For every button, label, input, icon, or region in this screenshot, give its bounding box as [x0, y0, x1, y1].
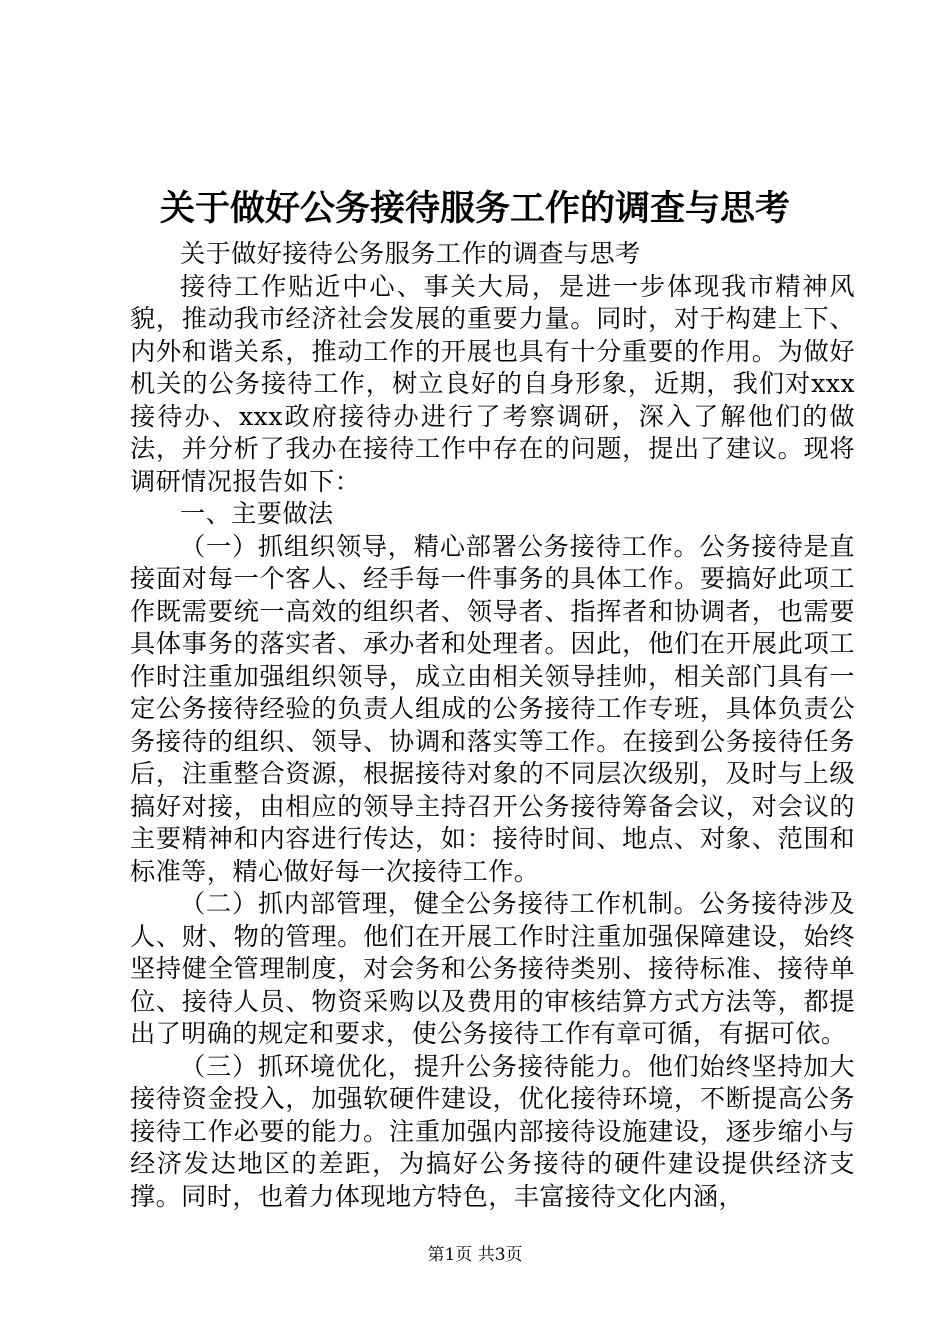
document-body [130, 238, 855, 1213]
point-two-paragraph: （二）抓内部管理，健全公务接待工作机制。公务接待涉及人、财、物的管理。他们在开展工作时注重加强保障建设，始终坚持健全管理制度，对会务和公务接待类别、接待标准、接待单位、接待人员、物资采购以及费用的审核结算方式方法等，都提出了明确的规定和要求，使公务接待工作有章可循，有据可依。 [130, 889, 855, 1048]
section-heading: 一、主要做法 [180, 499, 334, 528]
point-three-paragraph: （三）抓环境优化，提升公务接待能力。他们始终坚持加大接待资金投入，加强软硬件建设，优化接待环境，不断提高公务接待工作必要的能力。注重加强内部接待设施建设，逐步缩小与经济发达地区的差距，为搞好公务接待的硬件建设提供经济支撑。同时，也着力体现地方特色，丰富接待文化内涵， [130, 1051, 855, 1211]
intro-paragraph: 接待工作贴近中心、事关大局，是进一步体现我市精神风貌，推动我市经济社会发展的重要力量。同时，对于构建上下、内外和谐关系，推动工作的开展也具有十分重要的作用。为做好机关的公务接待工作，树立良好的自身形象，近期，我们对xxx接待办、xxx政府接待办进行了考察调研，深入了解他们的做法，并分析了我办在接待工作中存在的问题，提出了建议。现将调研情况报告如下： [130, 271, 855, 496]
point-one-paragraph: （一）抓组织领导，精心部署公务接待工作。公务接待是直接面对每一个客人、经手每一件事务的具体工作。要搞好此项工作既需要统一高效的组织者、领导者、指挥者和协调者，也需要具体事务的落实者、承办者和处理者。因此，他们在开展此项工作时注重加强组织领导，成立由相关领导挂帅，相关部门具有一定公务接待经验的负责人组成的公务接待工作专班，具体负责公务接待的组织、领导、协调和落实等工作。在接到公务接待任务后，注重整合资源，根据接待对象的不同层次级别，及时与上级搞好对接，由相应的领导主持召开公务接待筹备会议，对会议的主要精神和内容进行传达，如：接待时间、地点、对象、范围和标准等，精心做好每一次接待工作。 [130, 531, 855, 886]
subtitle-paragraph: 关于做好接待公务服务工作的调查与思考 [180, 239, 641, 268]
document-title: 关于做好公务接待服务工作的调查与思考 [159, 188, 790, 229]
page-footer: 第1页 共3页 [427, 1245, 523, 1265]
